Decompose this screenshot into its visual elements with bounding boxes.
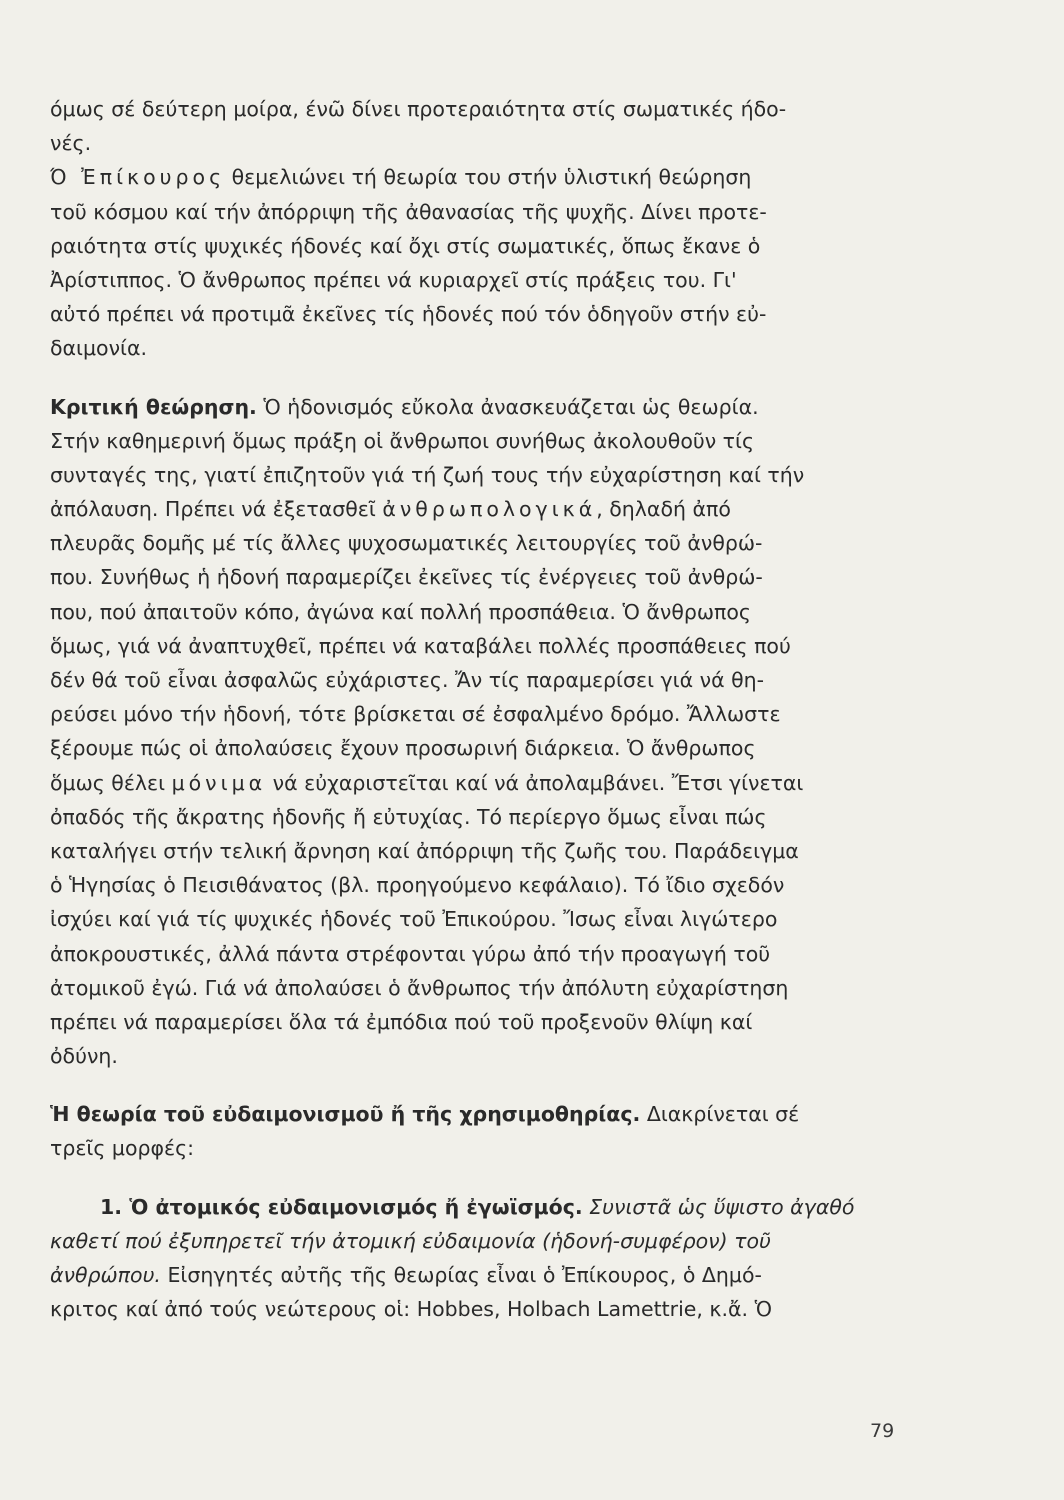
text-line: που. Συνήθως ἡ ἡδονή παραμερίζει ἐκεῖνες τίς ἐνέργειες τοῦ ἀνθρώ- bbox=[50, 565, 763, 590]
text-line bbox=[50, 1190, 895, 1224]
spaced-word: μόνιμα bbox=[171, 770, 267, 795]
text-line bbox=[50, 160, 895, 194]
text-line: αὐτό πρέπει νά προτιμᾶ ἐκεῖνες τίς ἡδονές πού τόν ὁδηγοῦν στήν εὐ- bbox=[50, 302, 767, 327]
text-line: ὀπαδός τῆς ἄκρατης ἡδονῆς ἤ εὐτυχίας. Τό περίεργο ὅμως εἶναι πώς bbox=[50, 804, 767, 829]
text-line bbox=[50, 390, 895, 424]
text-line: ὁ Ἡγησίας ὁ Πεισιθάνατος (βλ. προηγούμενο κεφάλαιο). Τό ἴδιο σχεδόν bbox=[50, 873, 785, 898]
section-heading: Κριτική θεώρηση. bbox=[50, 394, 257, 419]
text-segment: νά εὐχαριστεῖται καί νά ἀπολαμβάνει. Ἔτσι γίνεται bbox=[266, 770, 804, 795]
text-line: ἀποκρουστικές, ἀλλά πάντα στρέφονται γύρω ἀπό τήν προαγωγή τοῦ bbox=[50, 941, 771, 966]
text-line: δαιμονία. bbox=[50, 336, 147, 361]
text-segment: Ὁ ἡδονισμός εὔκολα ἀνασκευάζεται ὡς θεωρία. bbox=[256, 394, 759, 419]
text-line: Στήν καθημερινή ὅμως πράξη οἱ ἄνθρωποι συνήθως ἀκολουθοῦν τίς bbox=[50, 428, 754, 453]
subsection-heading: 1. Ὁ ἀτομικός εὐδαιμονισμός ἤ ἐγωϊσμός. bbox=[100, 1194, 583, 1219]
text-line: ἰσχύει καί γιά τίς ψυχικές ἡδονές τοῦ Ἐπικούρου. Ἴσως εἶναι λιγώτερο bbox=[50, 907, 778, 932]
text-line: τοῦ κόσμου καί τήν ἀπόρριψη τῆς ἀθανασίας τῆς ψυχῆς. Δίνει προτε- bbox=[50, 199, 767, 224]
paragraph-gap bbox=[50, 366, 895, 390]
text-line: δέν θά τοῦ εἶναι ἀσφαλῶς εὐχάριστες. Ἄν τίς παραμερίσει γιά νά θη- bbox=[50, 668, 765, 692]
text-line: Ἀρίστιππος. Ὁ ἄνθρωπος πρέπει νά κυριαρχεῖ στίς πράξεις του. Γι' bbox=[50, 267, 737, 292]
text-line: ρεύσει μόνο τήν ἡδονή, τότε βρίσκεται σέ ἐσφαλμένο δρόμο. Ἄλλωστε bbox=[50, 702, 781, 727]
text-line bbox=[50, 492, 895, 526]
text-line bbox=[50, 1258, 895, 1292]
text-line: που, πού ἀπαιτοῦν κόπο, ἀγώνα καί πολλή προσπάθεια. Ὁ ἄνθρωπος bbox=[50, 599, 751, 624]
body-text bbox=[50, 92, 895, 1326]
text-line: ξέρουμε πώς οἱ ἀπολαύσεις ἔχουν προσωρινή διάρκεια. Ὁ ἄνθρωπος bbox=[50, 736, 756, 761]
text-line: καθετί πού ἐξυπηρετεῖ τήν ἀτομική εὐδαιμονία (ἡδονή-συμφέρον) τοῦ bbox=[50, 1228, 771, 1253]
spaced-word: ἀνθρωπολογικά bbox=[382, 497, 597, 522]
paragraph-gap bbox=[50, 1073, 895, 1097]
italic-segment: Συνιστᾶ ὡς ὕψιστο ἀγαθό bbox=[582, 1194, 855, 1219]
text-segment: , δηλαδή ἀπό bbox=[596, 497, 731, 522]
text-line: πρέπει νά παραμερίσει ὅλα τά ἐμπόδια πού τοῦ προξενοῦν θλίψη καί bbox=[50, 1009, 753, 1034]
text-segment: ὅμως θέλει bbox=[50, 770, 172, 795]
paragraph-gap bbox=[50, 1166, 895, 1190]
text-segment: θεμελιώνει τή θεωρία του στήν ὑλιστική θεώρηση bbox=[225, 165, 752, 190]
text-line: καταλήγει στήν τελική ἄρνηση καί ἀπόρριψη τῆς ζωῆς του. Παράδειγμα bbox=[50, 838, 799, 863]
text-line: νές. bbox=[50, 131, 92, 156]
text-line: ὀδύνη. bbox=[50, 1044, 118, 1069]
text-line: ραιότητα στίς ψυχικές ήδονές καί ὄχι στίς σωματικές, ὅπως ἔκανε ὁ bbox=[50, 233, 761, 258]
text-line: όμως σέ δεύτερη μοίρα, ένῶ δίνει προτεραιότητα στίς σωματικές ήδο- bbox=[50, 97, 787, 121]
text-line: ὅμως, γιά νά ἀναπτυχθεῖ, πρέπει νά καταβάλει πολλές προσπάθειες πού bbox=[50, 633, 791, 658]
text-segment: Διακρίνεται σέ bbox=[640, 1102, 800, 1127]
section-heading: Ἡ θεωρία τοῦ εὐδαιμονισμοῦ ἤ τῆς χρησιμοθηρίας. bbox=[50, 1102, 641, 1127]
text-segment: Εἰσηγητές αὐτῆς τῆς θεωρίας εἶναι ὁ Ἐπίκουρος, ὁ Δημό- bbox=[160, 1263, 762, 1287]
text-line: πλευρᾶς δομῆς μέ τίς ἄλλες ψυχοσωματικές λειτουργίες τοῦ ἀνθρώ- bbox=[50, 531, 763, 556]
italic-segment: ἀνθρώπου. bbox=[50, 1263, 161, 1287]
text-line: τρεῖς μορφές: bbox=[50, 1136, 195, 1161]
page-number: 79 bbox=[870, 1420, 895, 1442]
text-segment: ἀπόλαυση. Πρέπει νά ἐξετασθεῖ bbox=[50, 497, 383, 522]
text-line: συνταγές της, γιατί ἐπιζητοῦν γιά τή ζωή τους τήν εὐχαρίστηση καί τήν bbox=[50, 462, 805, 487]
text-line bbox=[50, 1097, 895, 1131]
text-line bbox=[50, 766, 895, 800]
text-line: κριτος καί ἀπό τούς νεώτερους οἱ: Hobbes, Holbach Lamettrie, κ.ἄ. Ὁ bbox=[50, 1297, 772, 1322]
text-line: ἀτομικοῦ ἐγώ. Γιά νά ἀπολαύσει ὁ ἄνθρωπος τήν ἀπόλυτη εὐχαρίστηση bbox=[50, 975, 789, 1000]
spaced-name: Ό Ἐπίκουρος bbox=[50, 165, 226, 190]
